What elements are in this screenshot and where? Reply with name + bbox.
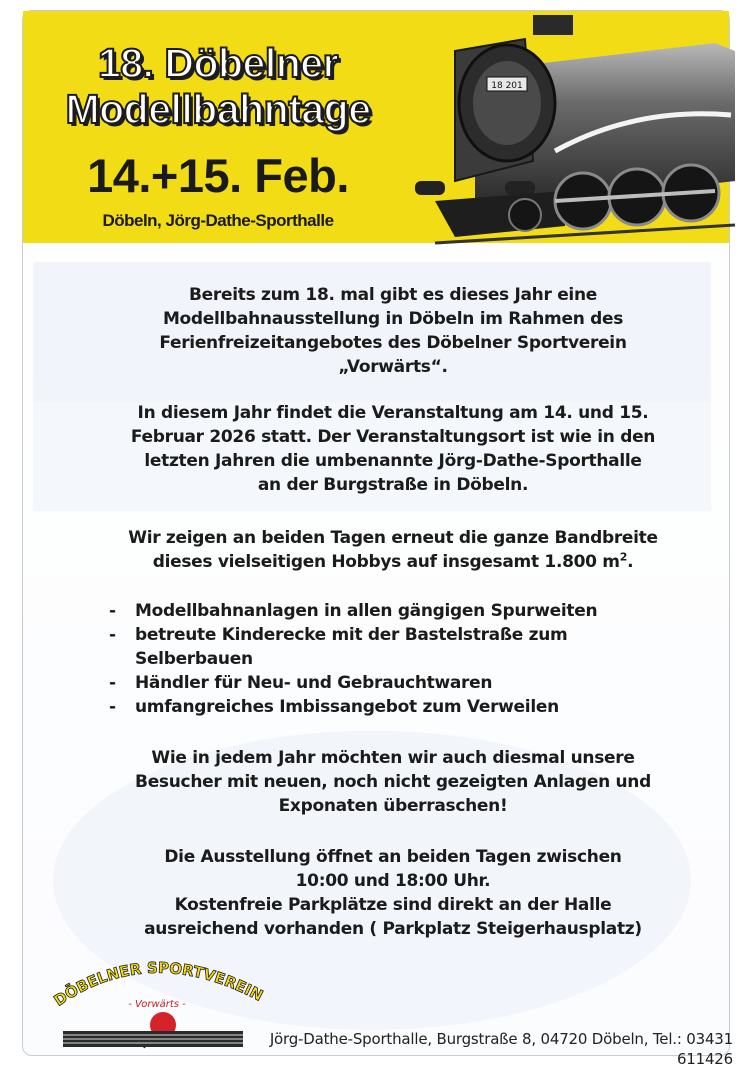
date-paragraph bbox=[83, 401, 703, 497]
net-pattern-bar bbox=[63, 1031, 243, 1047]
text-line: Bereits zum 18. mal gibt es dieses Jahr eine bbox=[189, 285, 597, 305]
text-line: Kostenfreie Parkplätze sind direkt an der Halle bbox=[174, 895, 612, 915]
text-line: letzten Jahren die umbenannte Jörg-Dathe-Sporthalle bbox=[144, 451, 642, 471]
area-superscript: 2 bbox=[619, 550, 628, 564]
text-line bbox=[83, 550, 703, 574]
text-line: Wie in jedem Jahr möchten wir auch diesmal unsere bbox=[151, 748, 635, 768]
flyer bbox=[22, 10, 733, 1068]
text-line: Ferienfreizeitangebotes des Döbelner Sportverein bbox=[159, 333, 627, 353]
steam-locomotive-image bbox=[415, 11, 735, 251]
text-line: Februar 2026 statt. Der Veranstaltungsort ist wie in den bbox=[130, 427, 656, 447]
text-line: Wir zeigen an beiden Tagen erneut die ganze Bandbreite bbox=[128, 528, 658, 548]
text-line: Die Ausstellung öffnet an beiden Tagen zwischen bbox=[164, 847, 622, 867]
intro-paragraph bbox=[83, 283, 703, 379]
title-line-2: Modellbahntage bbox=[65, 86, 371, 132]
text-line: Exponaten überraschen! bbox=[278, 796, 508, 816]
area-suffix: . bbox=[627, 552, 634, 572]
event-location: Döbeln, Jörg-Dathe-Sporthalle bbox=[102, 211, 334, 230]
text-line: Besucher mit neuen, noch nicht gezeigten Anlagen und bbox=[135, 772, 651, 792]
club-name-text: DÖBELNER SPORTVEREIN bbox=[50, 958, 266, 1010]
surprise-paragraph bbox=[83, 746, 703, 818]
text-line: ausreichend vorhanden ( Parkplatz Steigerhausplatz) bbox=[144, 919, 642, 939]
text-line: In diesem Jahr findet die Veranstaltung am 14. und 15. bbox=[137, 403, 649, 423]
list-item: - Modellbahnanlagen in allen gängigen Spurweiten bbox=[109, 599, 669, 623]
footer-contact: Jörg-Dathe-Sporthalle, Burgstraße 8, 04720 Döbeln, Tel.: 03431 611426 bbox=[269, 1030, 733, 1068]
loco-number: 18 201 bbox=[491, 81, 523, 91]
text-line: „Vorwärts“. bbox=[338, 357, 448, 377]
title-line-1: 18. Döbelner bbox=[97, 40, 339, 86]
list-item: - betreute Kinderecke mit der Bastelstraße zum Selberbauen bbox=[109, 623, 669, 671]
club-subtitle: - Vorwärts - bbox=[128, 999, 186, 1010]
text-line: an der Burgstraße in Döbeln. bbox=[257, 475, 529, 495]
features-list bbox=[109, 599, 669, 719]
text-line: Modellbahnausstellung in Döbeln im Rahmen des bbox=[162, 309, 624, 329]
header-banner bbox=[23, 11, 729, 243]
list-item: - umfangreiches Imbissangebot zum Verweilen bbox=[109, 695, 669, 719]
list-item: - Händler für Neu- und Gebrauchtwaren bbox=[109, 671, 669, 695]
text-line: 10:00 und 18:00 Uhr. bbox=[295, 871, 491, 891]
opening-hours-paragraph bbox=[83, 845, 703, 941]
event-date: 14.+15. Feb. bbox=[87, 149, 349, 202]
area-text: dieses vielseitigen Hobbys auf insgesamt 1.800 m bbox=[152, 552, 620, 572]
scope-paragraph bbox=[83, 526, 703, 574]
